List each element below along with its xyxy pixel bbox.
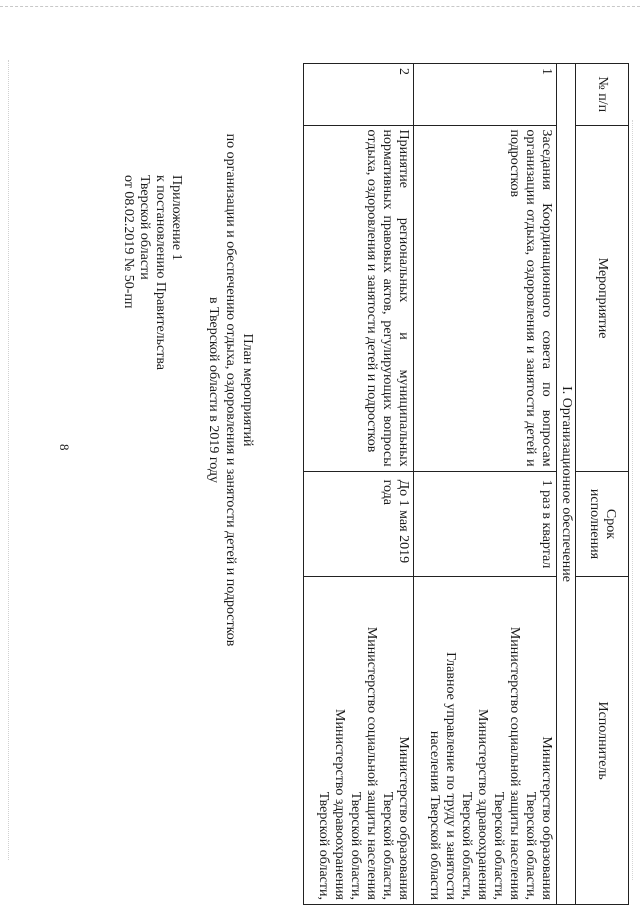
approval-line: Тверской области bbox=[137, 175, 152, 280]
title-line: в Тверской области в 2019 году bbox=[206, 296, 221, 484]
row-event: Заседания Координационного совета по вопросам организации отдыха, оздоровления и занятости детей и подростков bbox=[414, 125, 557, 471]
row-executor bbox=[304, 577, 414, 905]
approval-line: от 08.02.2019 № 50-пп bbox=[121, 175, 136, 309]
executor-line: Министерство образования bbox=[396, 736, 411, 900]
executor-line: Министерство социальной защиты населения bbox=[507, 626, 522, 900]
section-title: I. Организационное обеспечение bbox=[557, 64, 576, 905]
page-number: 8 bbox=[57, 444, 72, 451]
executor-line: Министерство здравоохранения bbox=[475, 709, 490, 900]
table-header-row bbox=[576, 64, 629, 905]
executor-line: Министерство здравоохранения bbox=[332, 709, 347, 900]
row-num: 2 bbox=[304, 64, 414, 126]
approval-line: Приложение 1 bbox=[169, 175, 184, 261]
executor-line: Тверской области, bbox=[348, 791, 363, 900]
title-line: План мероприятий bbox=[240, 333, 255, 447]
row-executor bbox=[414, 577, 557, 905]
approval-block bbox=[120, 175, 184, 370]
row-num: 1 bbox=[414, 64, 557, 126]
header-event: Мероприятие bbox=[576, 125, 629, 471]
executor-line: Тверской области, bbox=[459, 791, 474, 900]
table-row bbox=[304, 64, 414, 905]
section-row bbox=[557, 64, 576, 905]
table-row bbox=[414, 64, 557, 905]
executor-line: Тверской области, bbox=[491, 791, 506, 900]
approval-line: к постановлению Правительства bbox=[153, 175, 168, 371]
plan-table bbox=[303, 63, 629, 905]
document-title bbox=[205, 130, 256, 650]
executor-line: населения Тверской области bbox=[427, 730, 442, 900]
header-executor: Исполнитель bbox=[576, 577, 629, 905]
row-event: Принятие региональных и муниципальных нормативных правовых актов, регулирующих вопросы отдыха, оздоровления и занятости детей и подростков bbox=[304, 125, 414, 471]
executor-line: Министерство социальной защиты населения bbox=[364, 626, 379, 900]
executor-line: Тверской области, bbox=[316, 791, 331, 900]
title-line: по организации и обеспечению отдыха, оздоровления и занятости детей и подростков bbox=[223, 133, 238, 647]
executor-line: Главное управление по труду и занятости bbox=[443, 652, 458, 900]
header-num: № п/п bbox=[576, 64, 629, 126]
executor-line: Министерство образования bbox=[539, 736, 554, 900]
header-term: Срок исполнения bbox=[576, 471, 629, 577]
row-term: До 1 мая 2019 года bbox=[304, 471, 414, 577]
executor-line: Тверской области, bbox=[380, 791, 395, 900]
row-term: 1 раз в квартал bbox=[414, 471, 557, 577]
executor-line: Тверской области, bbox=[523, 791, 538, 900]
